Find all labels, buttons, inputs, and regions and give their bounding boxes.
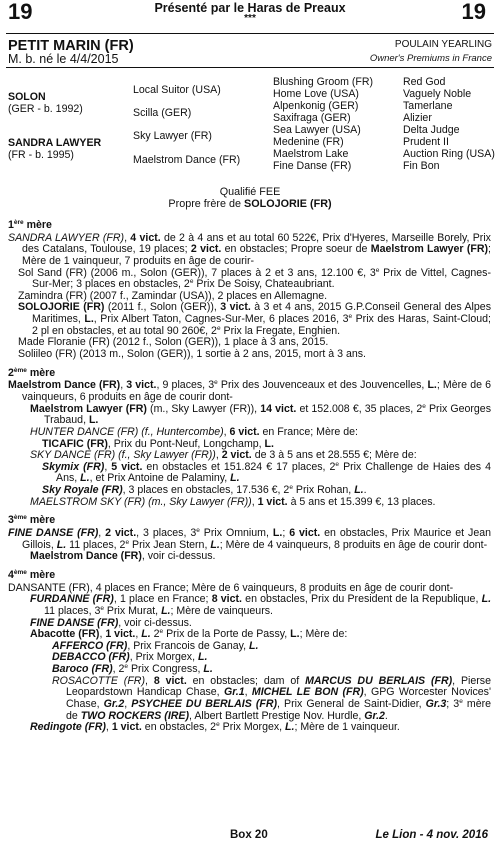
produce-baroco: Baroco (FR), 2e Prix Congress, L. xyxy=(52,663,213,676)
gen3-8: Fine Danse (FR) xyxy=(273,160,352,172)
produce-debacco: DEBACCO (FR), Prix Morgex, L. xyxy=(52,651,208,664)
full-brother-name: SOLOJORIE (FR) xyxy=(244,198,332,211)
sire-name: SOLON xyxy=(8,91,46,103)
gen4-2: Vaguely Noble xyxy=(403,88,472,100)
gen4-4: Alizier xyxy=(403,112,432,124)
gen3-3: Alpenkonig (GER) xyxy=(273,100,359,112)
lot-number-left: 19 xyxy=(8,0,33,24)
presented-by: Présenté par le Haras de Preaux xyxy=(154,1,346,15)
fourth-dam-paragraph: DANSANTE (FR), 4 places en France; Mère de 6 vainqueurs, 8 produits en âge de courir dont- xyxy=(8,581,454,594)
produce-abacotte: Abacotte (FR), 1 vict., L. 2e Prix de la Porte de Passy, L.; Mère de: xyxy=(30,628,348,641)
produce-sky-royale: Sky Royale (FR), 3 places en obstacles, 17.536 €, 2e Prix Rohan, L.. xyxy=(42,484,367,497)
full-brother-line: Propre frère de SOLOJORIE (FR) xyxy=(168,198,332,211)
produce-soliileo: Soliileo (FR) (2013 m., Solon (GER)), 1 sortie à 2 ans, 2015, mort à 3 ans. xyxy=(18,348,366,361)
produce-furdanne: FURDANNE (FR), 1 place en France; 8 vict. en obstacles, Prix du President de la Republique, L. 11 places, 3e Prix Murat, L.; Mère de vainqueurs. xyxy=(30,593,492,617)
gen2-2: Scilla (GER) xyxy=(133,107,192,119)
produce-skymix: Skymix (FR), 5 vict. en obstacles et 151.824 € 17 places, 2e Prix Challenge de Haies des 4 Ans, L., et Prix Antoine de Palaminy, L. xyxy=(42,460,491,485)
pedigree-notes xyxy=(8,220,491,734)
footer-event: Le Lion - 4 nov. 2016 xyxy=(375,829,488,841)
produce-made-floranie: Made Floranie (FR) (2012 f., Solon (GER)), 1 place à 3 ans, 2015. xyxy=(18,336,329,349)
produce-afferco: AFFERCO (FR), Prix Francois de Ganay, L. xyxy=(52,639,259,652)
gen2-1: Local Suitor (USA) xyxy=(133,84,221,96)
gen4-1: Red God xyxy=(403,76,446,88)
gen3-5: Sea Lawyer (USA) xyxy=(273,124,361,136)
dam-name: SANDRA LAWYER xyxy=(8,137,102,149)
gen4-3: Tamerlane xyxy=(403,100,453,112)
gen3-6: Medenine (FR) xyxy=(273,136,344,148)
produce-ticafic: TICAFIC (FR), Prix du Pont-Neuf, Longchamp, L. xyxy=(42,437,274,450)
gen2-4: Maelstrom Dance (FR) xyxy=(133,154,241,166)
gen4-8: Fin Bon xyxy=(403,160,440,172)
dam-paragraph: SANDRA LAWYER (FR), 4 vict. de 2 à 4 ans et au total 60 522€, Prix d'Hyeres, Marseille Borely, Prix des Catalans, Toulouse, 19 places; 2 vict. en obstacles; Propre soeur de Maelstrom Lawyer (FR); Mère de 1 vainqueur, 7 produits en âge de courir- xyxy=(8,231,491,267)
granddam-paragraph: Maelstrom Dance (FR), 3 vict., 9 places, 3e Prix des Jouvenceaux et des Jouvencelles, L.; Mère de 6 vainqueurs, 6 produits en âge de courir dont- xyxy=(8,379,491,403)
gen2-3: Sky Lawyer (FR) xyxy=(133,130,212,142)
horse-birth: M. b. né le 4/4/2015 xyxy=(8,52,119,66)
section-heading-1: 1ère mère xyxy=(8,219,52,231)
pedigree-rule xyxy=(6,67,494,68)
gen3-7: Maelstrom Lake xyxy=(273,148,349,160)
qualification xyxy=(0,186,500,211)
sire-info: (GER - b. 1992) xyxy=(8,103,83,115)
horse-category: POULAIN YEARLING xyxy=(394,39,492,50)
produce-maelstrom-dance: Maelstrom Dance (FR), voir ci-dessus. xyxy=(30,550,216,563)
produce-rosacotte: ROSACOTTE (FR), 8 vict. en obstacles; dam of MARCUS DU BERLAIS (FR), Pierse Leopardstown Handicap Chase, Gr.1, MICHEL LE BON (FR), GPG Worcester Novices' Chase, Gr.2, PSYCHEE DU BERLAIS (FR), Prix General de Saint-Didier, Gr.3; 3e mère de TWO ROCKERS (IRE), Albert Bartlett Prestige Nov. Hurdle, Gr.2. xyxy=(52,674,492,722)
gen4-7: Auction Ring (USA) xyxy=(403,148,495,160)
gen3-2: Home Love (USA) xyxy=(273,88,359,100)
gen3-1: Blushing Groom (FR) xyxy=(273,76,374,88)
stars: *** xyxy=(244,13,256,24)
produce-sky-dance: SKY DANCE (FR) (f., Sky Lawyer (FR)), 2 vict. de 3 à 5 ans et 28.555 €; Mère de: xyxy=(30,449,417,462)
produce-zamindra: Zamindra (FR) (2007 f., Zamindar (USA)), 2 places en Allemagne. xyxy=(18,289,328,302)
gen4-6: Prudent II xyxy=(403,136,449,148)
header-rule xyxy=(6,33,494,34)
horse-name: PETIT MARIN (FR) xyxy=(8,38,134,54)
section-heading-3: 3ème mère xyxy=(8,514,56,527)
produce-maelstrom-lawyer: Maelstrom Lawyer (FR) (m., Sky Lawyer (FR)), 14 vict. et 152.008 €, 35 places, 2e Prix Georges Trabaud, L. xyxy=(30,402,491,427)
owner-premiums-note: Owner's Premiums in France xyxy=(369,53,492,64)
section-heading-2: 2ème mère xyxy=(8,366,56,379)
produce-sol-sand: Sol Sand (FR) (2006 m., Solon (GER)), 7 places à 2 et 3 ans, 12.100 €, 3e Prix de Vittel, Cagnes-Sur-Mer; 3 places en obstacles, 2e Prix De Soisy, Chateaubriant. xyxy=(18,266,491,291)
gen3-4: Saxifraga (GER) xyxy=(273,112,351,124)
gen4-5: Delta Judge xyxy=(403,124,460,136)
dam-info: (FR - b. 1995) xyxy=(8,149,74,161)
produce-hunter-dance: HUNTER DANCE (FR) (f., Huntercombe), 6 vict. en France; Mère de: xyxy=(30,425,358,438)
produce-redingote: Redingote (FR), 1 vict. en obstacles, 2e Prix Morgex, L.; Mère de 1 vainqueur. xyxy=(30,721,400,734)
produce-maelstrom-sky: MAELSTROM SKY (FR) (m., Sky Lawyer (FR)), 1 vict. à 5 ans et 15.399 €, 13 places. xyxy=(30,495,436,508)
qualified-fee: Qualifié FEE xyxy=(219,186,281,198)
section-heading-4: 4ème mère xyxy=(8,568,56,581)
produce-fine-danse: FINE DANSE (FR), voir ci-dessus. xyxy=(30,616,192,629)
third-dam-paragraph: FINE DANSE (FR), 2 vict., 3 places, 3e Prix Omnium, L.; 6 vict. en obstacles, Prix Maurice et Jean Gillois, L. 11 places, 2e Prix Jean Stern, L.; Mère de 4 vainqueurs, 8 produits en âge de courir dont- xyxy=(8,527,492,551)
footer-box: Box 20 xyxy=(230,829,268,841)
page-header xyxy=(0,0,500,30)
produce-solojorie: SOLOJORIE (FR) (2011 f., Solon (GER)), 3 vict. à 3 et 4 ans, 2015 G.P.Conseil General des Alpes Maritimes, L., Prix Albert Taton, Cagnes-Sur-Mer, 6 places 2016, 3e Prix des Haras, Saint-Cloud; 2 pl en obstacles, et au total 90 260€, 2e Prix la Fregate, Enghien. xyxy=(18,301,491,337)
lot-number-right: 19 xyxy=(461,0,486,24)
